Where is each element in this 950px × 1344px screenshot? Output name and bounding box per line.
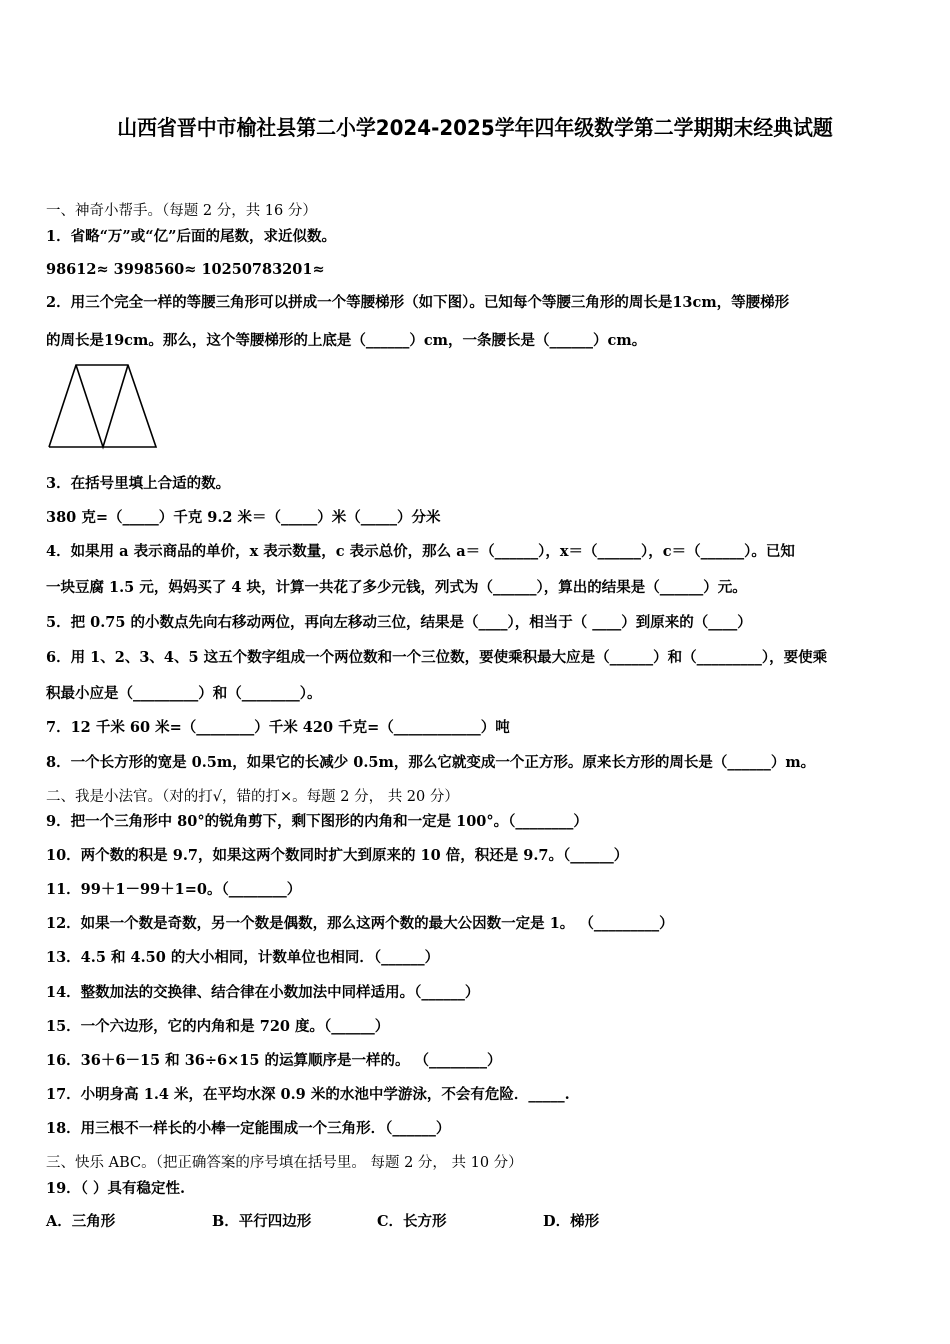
question-19: 19．（ ）具有稳定性. [46, 1180, 186, 1197]
question-6-line-1: 6．用 1、2、3、4、5 这五个数字组成一个两位数和一个三位数，要使乘积最大应是（______）和（_________），要使乘 [46, 649, 828, 666]
question-11: 11．99＋1－99＋1=0。（________） [46, 881, 302, 898]
question-13: 13．4.5 和 4.50 的大小相同，计数单位也相同．（______） [46, 949, 440, 966]
question-7: 7．12 千米 60 米=（________）千米 420 千克=（____________）吨 [46, 719, 510, 736]
question-12: 12．如果一个数是奇数，另一个数是偶数，那么这两个数的最大公因数一定是 1。 （_________） [46, 915, 674, 932]
question-10: 10．两个数的积是 9.7，如果这两个数同时扩大到原来的 10 倍，积还是 9.7。（______） [46, 847, 629, 864]
option-c: C．长方形 [377, 1213, 447, 1230]
question-4-line-1: 4．如果用 a 表示商品的单价，x 表示数量，c 表示总价，那么 a＝（______），x＝（______），c＝（______）。已知 [46, 543, 795, 560]
trapezoid-figure [46, 360, 162, 450]
question-16: 16．36＋6－15 和 36÷6×15 的运算顺序是一样的。 （________） [46, 1052, 502, 1069]
question-4-line-2: 一块豆腐 1.5 元，妈妈买了 4 块，计算一共花了多少元钱，列式为（______），算出的结果是（______）元。 [46, 579, 747, 596]
option-a: A．三角形 [46, 1213, 116, 1230]
page-title: 山西省晋中市榆社县第二小学2024-2025学年四年级数学第二学期期末经典试题 [117, 116, 833, 140]
question-2-line-1: 2．用三个完全一样的等腰三角形可以拼成一个等腰梯形（如下图）。已知每个等腰三角形的周长是13cm，等腰梯形 [46, 294, 790, 311]
section-2-heading: 二、我是小法官。（对的打√，错的打×。每题 2 分， 共 20 分） [46, 789, 459, 805]
question-15: 15．一个六边形，它的内角和是 720 度。（______） [46, 1018, 390, 1035]
question-17: 17．小明身高 1.4 米，在平均水深 0.9 米的水池中学游泳，不会有危险．_____. [46, 1086, 570, 1103]
question-14: 14．整数加法的交换律、结合律在小数加法中同样适用。（______） [46, 984, 480, 1001]
question-18: 18．用三根不一样长的小棒一定能围成一个三角形．（______） [46, 1120, 451, 1137]
option-b: B．平行四边形 [212, 1213, 312, 1230]
question-8: 8．一个长方形的宽是 0.5m，如果它的长减少 0.5m，那么它就变成一个正方形。原来长方形的周长是（______）m。 [46, 754, 816, 771]
question-9: 9．把一个三角形中 80°的锐角剪下，剩下图形的内角和一定是 100°。（________） [46, 813, 588, 830]
option-d: D．梯形 [543, 1213, 600, 1230]
section-3-heading: 三、快乐 ABC。（把正确答案的序号填在括号里。 每题 2 分， 共 10 分） [46, 1155, 523, 1171]
question-5: 5．把 0.75 的小数点先向右移动两位，再向左移动三位，结果是（____），相当于（ ____）到原来的（____） [46, 614, 752, 631]
question-1: 1．省略“万”或“亿”后面的尾数，求近似数。 [46, 228, 336, 245]
section-1-heading: 一、神奇小帮手。（每题 2 分，共 16 分） [46, 203, 317, 219]
question-6-line-2: 积最小应是（_________）和（________）。 [46, 685, 322, 702]
question-2-line-2: 的周长是19cm。那么，这个等腰梯形的上底是（______）cm，一条腰长是（______）cm。 [46, 332, 647, 349]
trapezoid-inner-lines [76, 365, 128, 447]
question-3-items: 380 克=（_____）千克 9.2 米＝（_____）米（_____）分米 [46, 509, 441, 526]
question-1-items: 98612≈ 3998560≈ 10250783201≈ [46, 261, 325, 278]
trapezoid-outline [49, 365, 156, 447]
question-3: 3．在括号里填上合适的数。 [46, 475, 231, 492]
